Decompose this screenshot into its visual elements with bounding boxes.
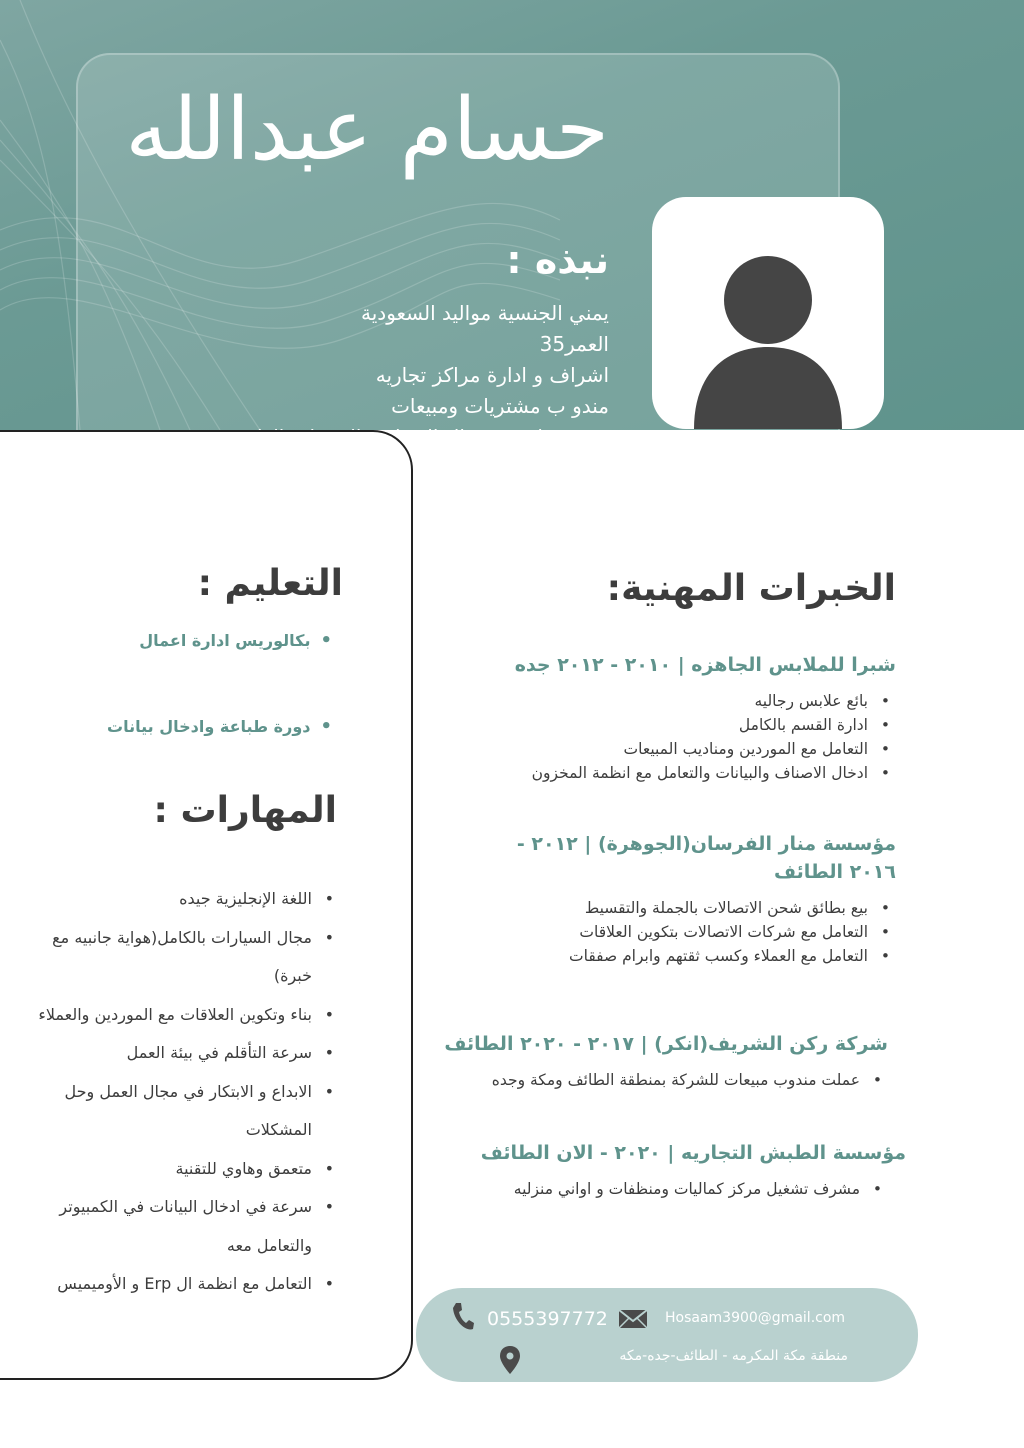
education-item: • بكالوريس ادارة اعمال [139, 630, 332, 651]
job-task: • التعامل مع شركات الاتصالات بتكوين العلاقات [496, 920, 868, 944]
job-task: • التعامل مع العملاء وكسب ثقتهم وابرام صفقات [496, 944, 868, 968]
candidate-name: حسام عبدالله [125, 80, 609, 180]
job-task: • بائع علابس رجاليه [515, 689, 868, 713]
about-line: مندو ب مشتريات ومبيعات [391, 394, 609, 418]
job-tasks [515, 689, 896, 785]
job-task: • مشرف تشغيل مركز كماليات ومنظفات و اواني منزليه [481, 1177, 860, 1201]
about-line: العمر35 [539, 332, 609, 356]
skill-item: • متعمق وهاوي للتقنية [34, 1150, 334, 1189]
job-title: شبرا للملابس الجاهزه | ٢٠١٠ - ٢٠١٢ جده [514, 654, 896, 676]
job-tasks [496, 896, 896, 968]
experience-title: الخبرات المهنية: [606, 568, 896, 609]
job-entry [481, 1139, 906, 1201]
person-avatar-icon [652, 197, 884, 429]
job-title: مؤسسة الطبش التجاريه | ٢٠٢٠ - الان الطائف [480, 1142, 906, 1164]
job-entry [496, 830, 896, 968]
location-pin-icon [500, 1346, 520, 1374]
skill-item: • سرعة في ادخال البيانات في الكمبيوتر والتعامل معه [34, 1188, 334, 1265]
about-line: يمني الجنسية مواليد السعودية [361, 301, 609, 325]
job-title: شركة ركن الشريف(انكر) | ٢٠١٧ - ٢٠٢٠ الطائف [444, 1033, 888, 1055]
job-title: مؤسسة منار الفرسان(الجوهرة) | ٢٠١٢ - ٢٠١٦ الطائف [516, 833, 896, 883]
job-task: • عملت مندوب مبيعات للشركة بمنطقة الطائف ومكة وجده [444, 1068, 860, 1092]
job-task: • ادارة القسم بالكامل [515, 713, 868, 737]
job-task: • بيع بطائق شحن الاتصالات بالجملة والتقسيط [496, 896, 868, 920]
email-address[interactable]: Hosaam3900@gmail.com [665, 1310, 846, 1326]
education-item: • دورة طباعة وادخال بيانات [107, 716, 332, 737]
skill-item: • التعامل مع انظمة ال Erp و الأوميميس [34, 1265, 334, 1304]
address: منطقة مكة المكرمه - الطائف-جده-مكه [619, 1348, 848, 1364]
job-entry [444, 1030, 888, 1092]
contact-bar [416, 1288, 918, 1382]
profile-photo [652, 197, 884, 429]
job-tasks [444, 1068, 888, 1092]
phone-icon [452, 1302, 474, 1332]
skill-item: • الابداع و الابتكار في مجال العمل وحل المشكلات [34, 1073, 334, 1150]
skills-title: المهارات : [153, 790, 337, 831]
about-title: نبذه : [506, 238, 609, 282]
envelope-icon [618, 1309, 648, 1329]
about-line: اشراف و ادارة مراكز تجاريه [375, 363, 609, 387]
education-title: التعليم : [197, 563, 343, 604]
skill-item: • سرعة التأقلم في بيئة العمل [34, 1034, 334, 1073]
job-tasks [481, 1177, 906, 1201]
phone-number[interactable]: 0555397772 [487, 1308, 608, 1330]
job-task: • التعامل مع الموردين ومناديب المبيعات [515, 737, 868, 761]
skills-list [34, 880, 334, 1304]
job-task: • ادخال الاصناف والبيانات والتعامل مع انظمة المخزون [515, 761, 868, 785]
job-entry [515, 651, 896, 785]
skill-item: • مجال السيارات بالكامل(هواية جانبيه مع خبرة) [34, 919, 334, 996]
skill-item: • اللغة الإنجليزية جيده [34, 880, 334, 919]
skill-item: • بناء وتكوين العلاقات مع الموردين والعملاء [34, 996, 334, 1035]
